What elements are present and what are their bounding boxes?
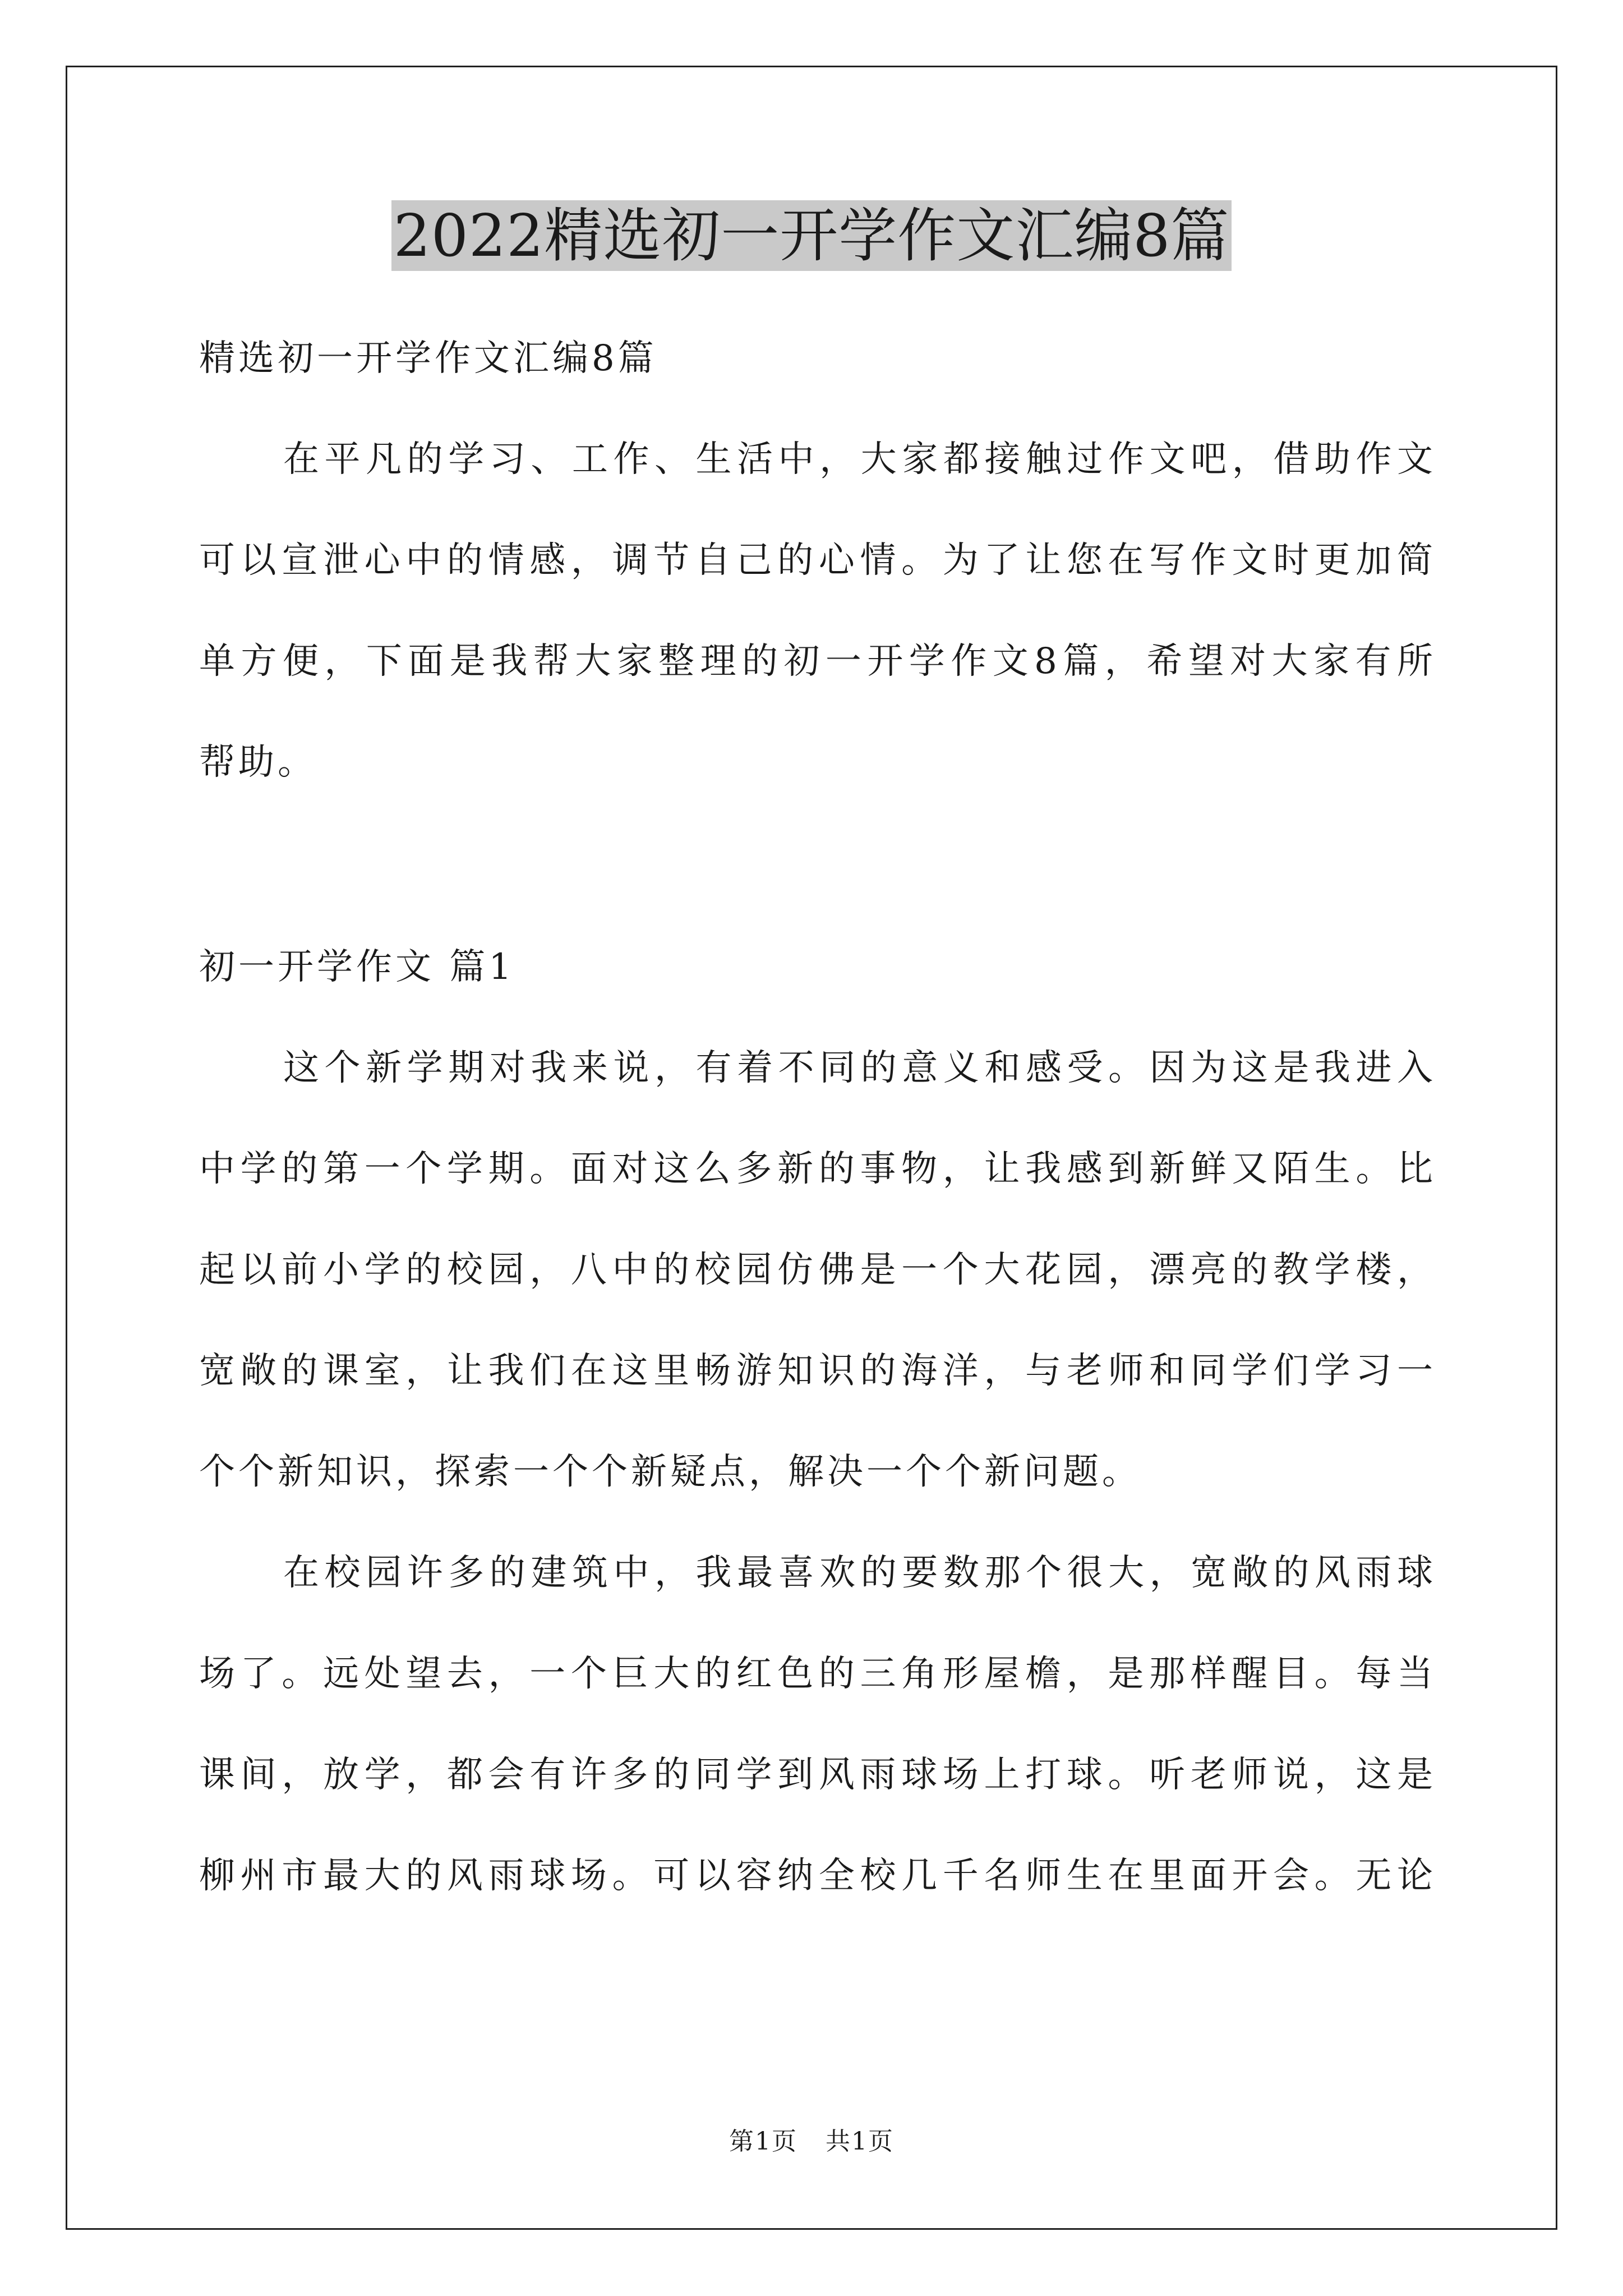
page-footer	[0, 2125, 1623, 2159]
document-body	[199, 308, 1433, 1926]
intro-line: 在平凡的学习、工作、生活中，大家都接触过作文吧，借助作文	[283, 439, 1433, 480]
intro-line: 单方便，下面是我帮大家整理的初一开学作文8篇，希望对大家有所	[199, 641, 1433, 682]
intro-line: 帮助。	[199, 742, 317, 783]
paragraph-line: 中学的第一个学期。面对这么多新的事物，让我感到新鲜又陌生。比	[199, 1148, 1433, 1190]
paragraph-line: 起以前小学的校园，八中的校园仿佛是一个大花园，漂亮的教学楼，	[199, 1249, 1433, 1291]
paragraph-line: 这个新学期对我来说，有着不同的意义和感受。因为这是我进入	[283, 1047, 1433, 1089]
subtitle: 精选初一开学作文汇编8篇	[199, 338, 657, 379]
page-number: 第1页	[729, 2127, 797, 2156]
paragraph-line: 个个新知识，探索一个个新疑点，解决一个个新问题。	[199, 1451, 1141, 1493]
paragraph-gap	[199, 813, 1433, 917]
paragraph-line: 在校园许多的建筑中，我最喜欢的要数那个很大，宽敞的风雨球	[283, 1552, 1433, 1594]
intro-line: 可以宣泄心中的情感，调节自己的心情。为了让您在写作文时更加简	[199, 540, 1433, 581]
section-heading: 初一开学作文 篇1	[199, 946, 515, 988]
document-title-text: 2022精选初一开学作文汇编8篇	[391, 200, 1232, 271]
paragraph-line: 柳州市最大的风雨球场。可以容纳全校几千名师生在里面开会。无论	[199, 1855, 1433, 1897]
paragraph-line: 场了。远处望去，一个巨大的红色的三角形屋檐，是那样醒目。每当	[199, 1653, 1433, 1695]
document-title	[0, 196, 1623, 275]
paragraph-line: 宽敞的课室，让我们在这里畅游知识的海洋，与老师和同学们学习一	[199, 1350, 1433, 1392]
paragraph-line: 课间，放学，都会有许多的同学到风雨球场上打球。听老师说，这是	[199, 1754, 1433, 1796]
page-total: 共1页	[826, 2127, 894, 2156]
